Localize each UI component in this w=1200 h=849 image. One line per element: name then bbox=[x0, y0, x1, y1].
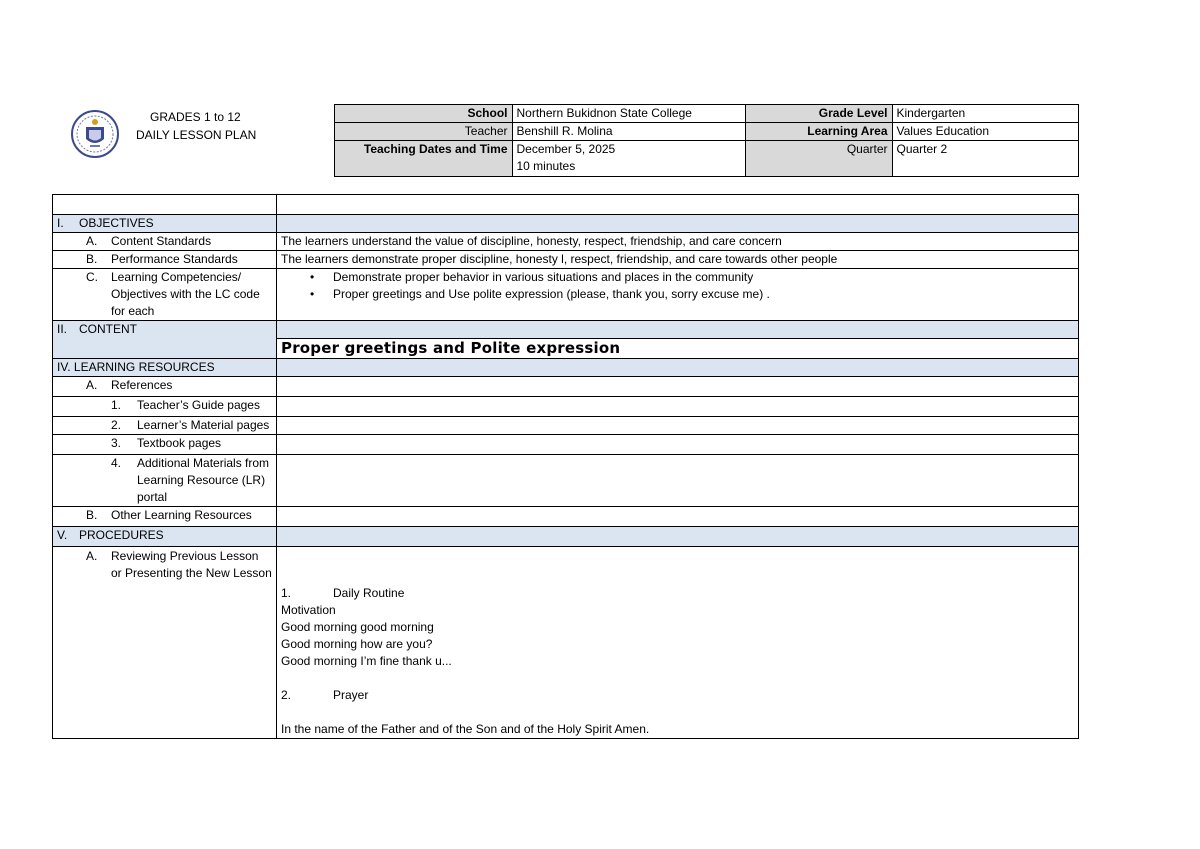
additional-materials-label: 4. Additional Materials from Learning Resource (LR) portal bbox=[53, 455, 277, 507]
content-standards-label: A. Content Standards bbox=[53, 233, 277, 251]
grade-level-label: Grade Level bbox=[745, 105, 892, 123]
prayer-step: 2. Prayer bbox=[281, 688, 369, 702]
quarter-value: Quarter 2 bbox=[892, 141, 1078, 177]
competencies-list bbox=[281, 269, 1074, 303]
song-line: Good morning good morning bbox=[281, 620, 434, 634]
learners-material-label: 2. Learner’s Material pages bbox=[53, 417, 277, 435]
references-label: A. References bbox=[53, 377, 277, 397]
textbook-pages-label: 3. Textbook pages bbox=[53, 435, 277, 455]
header-title bbox=[136, 108, 256, 144]
prayer-text: In the name of the Father and of the Son and of the Holy Spirit Amen. bbox=[281, 722, 650, 736]
school-label: School bbox=[334, 105, 512, 123]
teaching-dates-value bbox=[512, 141, 745, 177]
lesson-plan-header bbox=[52, 104, 1079, 177]
learning-area-value: Values Education bbox=[892, 123, 1078, 141]
content-standards-value: The learners understand the value of discipline, honesty, respect, friendship, and care concern bbox=[277, 233, 1079, 251]
teaching-dates-label: Teaching Dates and Time bbox=[334, 141, 512, 177]
list-item: • Demonstrate proper behavior in various situations and places in the community bbox=[310, 270, 754, 284]
daily-routine-step: 1. Daily Routine bbox=[281, 586, 405, 600]
song-line: Good morning I’m fine thank u... bbox=[281, 654, 452, 668]
header-logo-cell bbox=[52, 105, 334, 177]
teacher-label: Teacher bbox=[334, 123, 512, 141]
procedure-text bbox=[277, 547, 1079, 739]
teaching-duration: 10 minutes bbox=[516, 159, 576, 173]
learning-competencies-label: C. Learning Competencies/ Objectives with the LC code for each bbox=[53, 269, 277, 321]
other-resources-label: B. Other Learning Resources bbox=[53, 507, 277, 527]
reviewing-lesson-label: A. Reviewing Previous Lesson or Presenting the New Lesson bbox=[53, 547, 277, 739]
procedures-heading: V. PROCEDURES bbox=[53, 527, 277, 547]
teachers-guide-label: 1. Teacher’s Guide pages bbox=[53, 397, 277, 417]
deped-seal-logo bbox=[70, 107, 120, 162]
performance-standards-value: The learners demonstrate proper discipline, honesty l, respect, friendship, and care towards other people bbox=[277, 251, 1079, 269]
header-title-line1: GRADES 1 to 12 bbox=[150, 109, 241, 124]
objectives-heading: I. OBJECTIVES bbox=[53, 215, 277, 233]
motivation-text: Motivation bbox=[281, 603, 336, 617]
header-title-line2: DAILY LESSON PLAN bbox=[136, 127, 257, 142]
learning-resources-heading: IV. LEARNING RESOURCES bbox=[53, 359, 277, 377]
content-title: Proper greetings and Polite expression bbox=[277, 339, 1079, 359]
list-item: • Proper greetings and Use polite expression (please, thank you, sorry excuse me) . bbox=[310, 287, 770, 301]
lesson-plan-body bbox=[52, 194, 1079, 739]
quarter-label: Quarter bbox=[745, 141, 892, 177]
performance-standards-label: B. Performance Standards bbox=[53, 251, 277, 269]
grade-level-value: Kindergarten bbox=[892, 105, 1078, 123]
learning-area-label: Learning Area bbox=[745, 123, 892, 141]
teaching-date: December 5, 2025 bbox=[516, 142, 616, 156]
learning-competencies-value bbox=[277, 269, 1079, 321]
song-line: Good morning how are you? bbox=[281, 637, 433, 651]
content-heading: II. CONTENT bbox=[53, 321, 277, 359]
school-value: Northern Bukidnon State College bbox=[512, 105, 745, 123]
teacher-value: Benshill R. Molina bbox=[512, 123, 745, 141]
